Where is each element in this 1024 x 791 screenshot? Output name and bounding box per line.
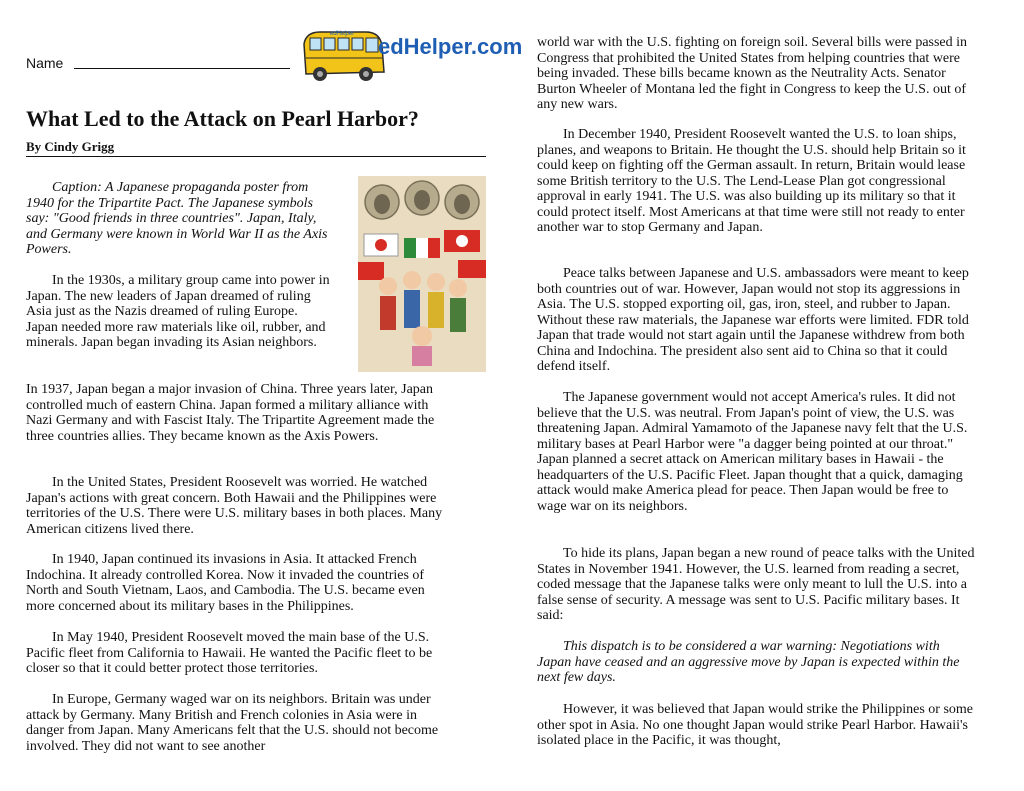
name-blank-line [74,68,290,69]
paragraph: In 1940, Japan continued its invasions in Asia. It attacked French Indochina. It already controlled Korea. Now it invaded the countries of North and South Vietnam, Laos, and Cambodia. The U.S. became even more concerned about its military bases in the Philippines. [26,552,425,614]
edhelper-logo [300,24,523,88]
byline: By Cindy Grigg [26,139,115,154]
bus-logo-text: edHelper [330,31,355,37]
paragraph: In 1937, Japan began a major invasion of China. Three years later, Japan controlled much of eastern China. Japan formed a military alliance with Nazi Germany and with Fascist Italy. The Tripartite Agreement made the three countries allies. They became known as the Axis Powers. [26,382,435,444]
paragraph: Peace talks between Japanese and U.S. ambassadors were meant to keep both countries out of war. However, Japan would not stop its aggressions in Asia. The U.S. stopped exporting oil, gas, iron, steel, and rubber to Japan. Without these raw materials, the Japanese war efforts were limited. FDR told Japan that trade would not start again until the Japanese withdrew from both China and Indochina. The president also sent aid to China so that it could defend itself. [537,266,969,374]
paragraph: In Europe, Germany waged war on its neighbors. Britain was under attack by Germany. Many British and French colonies in Asia were in danger from Japan. Many Americans felt that the U.S. should not become involved. They did not want to see another [26,692,439,754]
paragraph: To hide its plans, Japan began a new round of peace talks with the United States in November 1941. However, the U.S. learned from reading a secret, coded message that the Japanese talks were only meant to lull the U.S. into a false sense of security. A message was sent to U.S. Pacific military bases. It said: [537,546,975,623]
war-warning-quote: This dispatch is to be considered a war warning: Negotiations with Japan have ceased and an aggressive move by Japan is expected within the next few days. [537,639,960,685]
paragraph: world war with the U.S. fighting on foreign soil. Several bills were passed in Congress that prohibited the United States from helping countries that were being invaded. These bills became known as the Neutrality Acts. Senator Burton Wheeler of Montana led the fight in Congress to keep the U.S. out of any new wars. [537,35,968,112]
propaganda-poster-image [358,176,486,372]
school-bus-icon [304,31,384,81]
paragraph: The Japanese government would not accept America's rules. It did not believe that the U.S. was neutral. From Japan's point of view, the U.S. was threatening Japan. Admiral Yamamoto of the Japanese navy felt that the U.S. military bases at Pearl Harbor were "a dagger being pointed at our throat." Japan planned a secret attack on American military bases in Hawaii - the headquarters of the U.S. Pacific Fleet. Japan thought that a quick, damaging attack would make America plead for peace. Then Japan would be free to wage war on its neighbors. [537,390,968,514]
article-title: What Led to the Attack on Pearl Harbor? [26,106,419,131]
paragraph: In December 1940, President Roosevelt wanted the U.S. to loan ships, planes, and weapons to Britain. He thought the U.S. should help Britain so it could keep on fighting off the German assault. In return, Britain would lease some British territory to the U.S. The Lend-Lease Plan got congressional approval in early 1941. The U.S. was also building up its military so that it could protect itself. Most Americans at that time were still not ready to enter another war to stop Germany and Japan. [537,127,966,235]
paragraph: In May 1940, President Roosevelt moved the main base of the U.S. Pacific fleet from California to Hawaii. He wanted the Pacific fleet to be closer so that it could better protect those territories. [26,630,433,676]
image-caption: Caption: A Japanese propaganda poster from 1940 for the Tripartite Pact. The Japanese symbols say: "Good friends in three countries". Japan, Italy, and Germany were known in World War II as the Axis Powers. [26,180,328,257]
paragraph: In the United States, President Roosevelt was worried. He watched Japan's actions with great concern. Both Hawaii and the Philippines were territories of the U.S. There were U.S. military bases in both places. Many American citizens lived there. [26,475,443,537]
name-label: Name [26,55,64,71]
paragraph: In the 1930s, a military group came into power in Japan. The new leaders of Japan dreamed of ruling Asia just as the Nazis dreamed of ruling Europe. Japan needed more raw materials like oil, rubber, and minerals. Japan began invading its Asian neighbors. [26,273,330,350]
title-rule [26,156,486,157]
paragraph: However, it was believed that Japan would strike the Philippines or some other spot in Asia. No one thought Japan would strike Pearl Harbor. Hawaii's isolated place in the Pacific, it was thought, [537,702,974,748]
logo-text: edHelper.com [378,34,523,59]
